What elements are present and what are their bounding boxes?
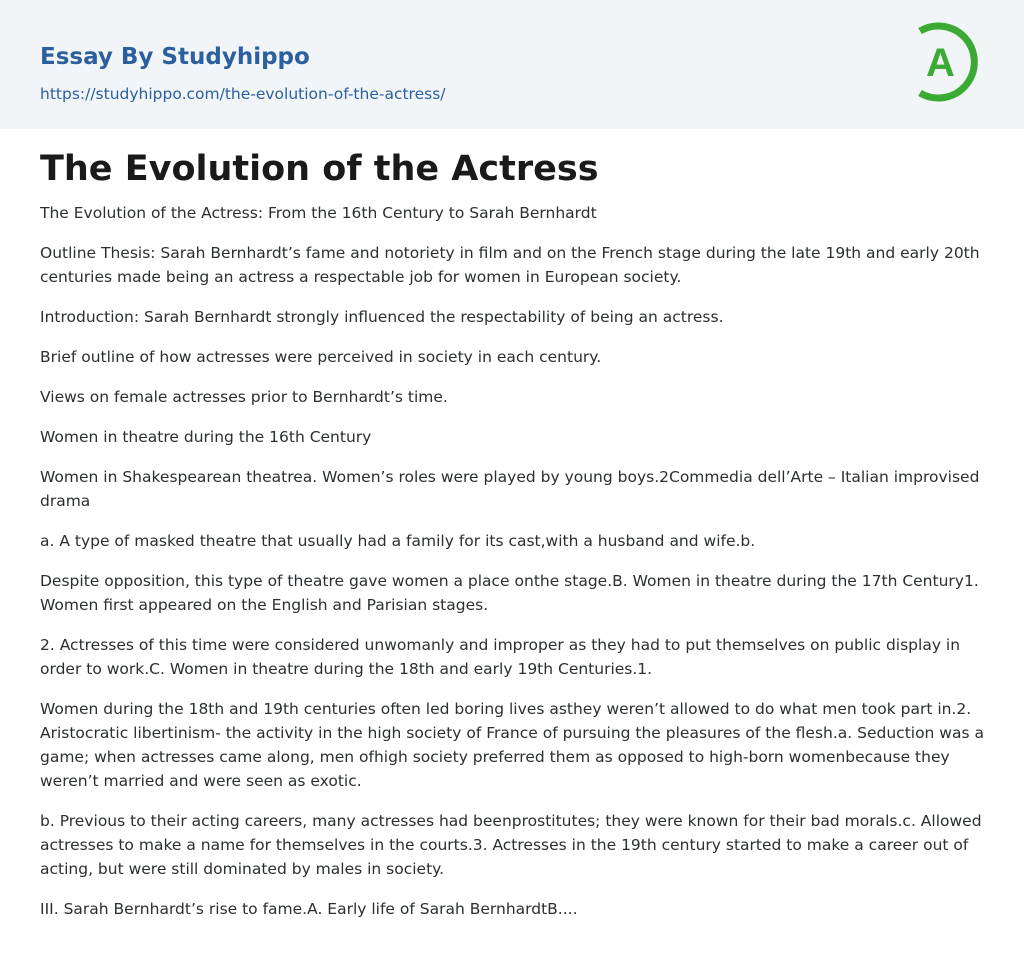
paragraph: Views on female actresses prior to Bernhardt’s time. — [40, 388, 448, 406]
paragraph: Outline Thesis: Sarah Bernhardt’s fame and notoriety in film and on the French stage during the late 19th and early 20th centuries made being an actress a respectable job for women in European society. — [40, 244, 980, 286]
paragraph: Brief outline of how actresses were perceived in society in each century. — [40, 348, 602, 366]
paragraph: Women in theatre during the 16th Century — [40, 428, 372, 446]
site-header — [0, 0, 1024, 129]
paragraph: Introduction: Sarah Bernhardt strongly influenced the respectability of being an actress. — [40, 308, 724, 326]
paragraph: a. A type of masked theatre that usually had a family for its cast,with a husband and wife.b. — [40, 532, 756, 550]
article — [0, 149, 1024, 921]
paragraph: III. Sarah Bernhardt’s rise to fame.A. Early life of Sarah BernhardtB.... — [40, 900, 578, 918]
page-title: The Evolution of the Actress — [40, 149, 599, 189]
paragraph: 2. Actresses of this time were considered unwomanly and improper as they had to put themselves on public display in order to work.C. Women in theatre during the 18th and early 19th Centuries.1. — [40, 636, 961, 678]
essay-url-link[interactable]: https://studyhippo.com/the-evolution-of-the-actress/ — [40, 85, 446, 103]
paragraph: Women in Shakespearean theatrea. Women’s roles were played by young boys.2Commedia dell’Arte – Italian improvised drama — [40, 468, 980, 510]
paragraph: b. Previous to their acting careers, many actresses had beenprostitutes; they were known for their bad morals.c. Allowed actresses to make a name for themselves in the courts.3. Actresses in the 19th century started to make a career out of acting, but were still dominated by males in society. — [40, 812, 982, 878]
paragraph: Women during the 18th and 19th centuries often led boring lives asthey weren’t allowed to do what men took part in.2. Aristocratic libertinism- the activity in the high society of France of pursuing the pleasures of the flesh.a. Seduction was a game; when actresses came along, men ofhigh society preferred them as opposed to high-born womenbecause they weren’t married and were seen as exotic. — [40, 700, 984, 790]
studyhippo-logo[interactable] — [899, 19, 985, 105]
paragraph: Despite opposition, this type of theatre gave women a place onthe stage.B. Women in theatre during the 17th Century1. Women first appeared on the English and Parisian stages. — [40, 572, 979, 614]
paragraph: The Evolution of the Actress: From the 16th Century to Sarah Bernhardt — [40, 204, 597, 222]
site-title: Essay By Studyhippo — [40, 44, 310, 70]
logo-letter: A — [926, 41, 955, 85]
